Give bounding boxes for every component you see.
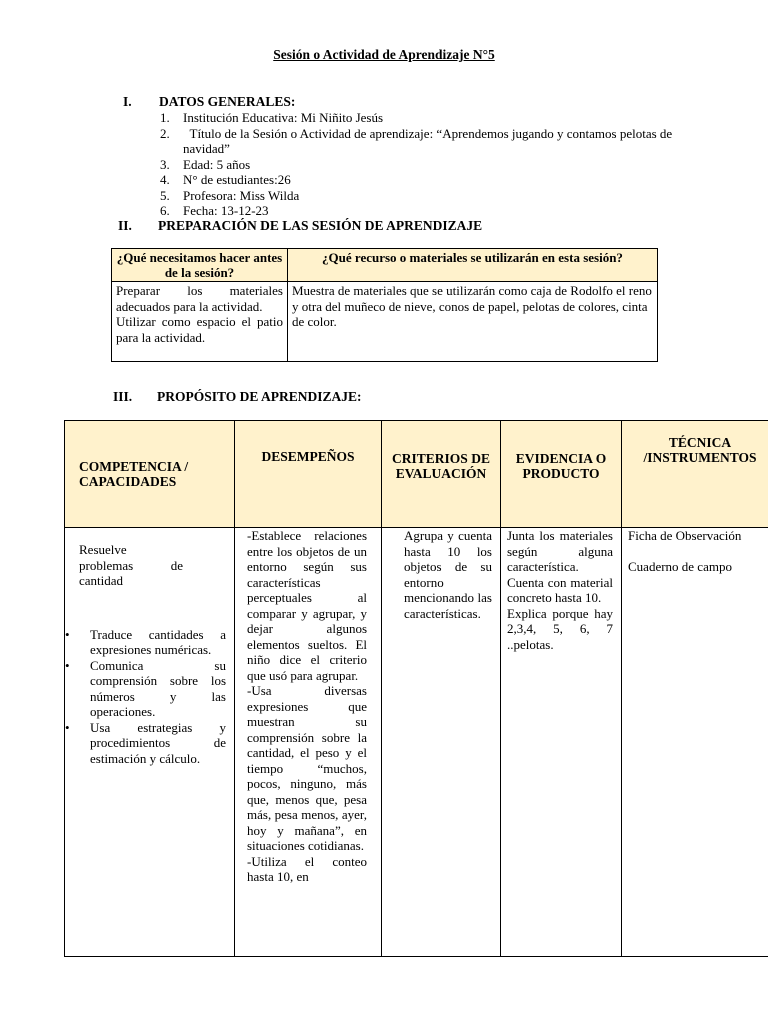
- cell-paragraph: Preparar los materiales adecuados para la actividad.: [116, 283, 283, 314]
- list-item: Edad: 5 años: [183, 156, 251, 172]
- table-header: CRITERIOS DE EVALUACIÓN: [382, 421, 501, 528]
- section-heading: DATOS GENERALES:: [159, 94, 296, 109]
- tecnica-item: Cuaderno de campo: [628, 558, 732, 574]
- desempeno-item: -Utiliza el conteo hasta 10, en: [247, 853, 367, 884]
- table-header: EVIDENCIA O PRODUCTO: [501, 421, 622, 528]
- table-header: TÉCNICA /INSTRUMENTOS: [622, 421, 768, 528]
- evidencia-item: Cuenta con material concreto hasta 10.: [507, 574, 613, 605]
- table-cell-evidencia: [501, 528, 622, 957]
- criterios-text: Agrupa y cuenta hasta 10 los objetos de su entorno mencionando las características.: [404, 528, 492, 621]
- section-heading: PREPARACIÓN DE LAS SESIÓN DE APRENDIZAJE: [158, 218, 483, 233]
- section-numeral: I.: [123, 94, 132, 109]
- table-header: ¿Qué necesitamos hacer antes de la sesión?: [112, 249, 288, 282]
- table-cell-tecnicas: [622, 528, 768, 957]
- section-heading: PROPÓSITO DE APRENDIZAJE:: [157, 389, 362, 404]
- evidencia-item: Explica porque hay 2,3,4, 5, 6, 7 ..pelotas.: [507, 605, 613, 652]
- desempeno-item: -Establece relaciones entre los objetos de un entorno según sus características perceptuales al comparar y agrupar, y dejar algunos elementos sueltos. El niño dice el criterio que usó para agrupar.: [247, 528, 367, 683]
- list-item: Título de la Sesión o Actividad de aprendizaje: “Aprendemos jugando y contamos pelotas de navidad”: [183, 125, 676, 156]
- document-title: Sesión o Actividad de Aprendizaje N°5: [273, 47, 495, 62]
- list-item: Fecha: 13-12-23: [183, 203, 269, 218]
- list-item: Institución Educativa: Mi Niñito Jesús: [183, 110, 384, 125]
- section-numeral: II.: [118, 218, 132, 233]
- list-item: N° de estudiantes:26: [183, 172, 291, 187]
- table-header: COMPETENCIA / CAPACIDADES: [65, 421, 235, 528]
- competencia-text: Resuelve problemas de cantidad: [79, 542, 183, 588]
- section-proposito: [113, 389, 362, 405]
- table-cell-criterios: [382, 528, 501, 957]
- list-item: • Usa estrategias y procedimientos de estimación y cálculo.: [65, 720, 226, 767]
- preparacion-table: [111, 248, 658, 362]
- list-item: Profesora: Miss Wilda: [183, 187, 300, 203]
- evidencia-item: Junta los materiales según alguna característica.: [507, 528, 613, 574]
- list-item: • Traduce cantidades a expresiones numéricas.: [65, 627, 226, 658]
- capacidades-list: [65, 627, 234, 767]
- datos-generales-list: [160, 110, 683, 219]
- section-datos-generales: [123, 94, 295, 110]
- cell-paragraph: Utilizar como espacio el patio para la actividad.: [116, 314, 283, 345]
- proposito-table: [64, 420, 768, 957]
- list-item: • Comunica su comprensión sobre los números y las operaciones.: [65, 658, 226, 720]
- table-cell-competencia: [65, 528, 235, 957]
- table-header: DESEMPEÑOS: [235, 421, 382, 528]
- section-numeral: III.: [113, 389, 133, 404]
- tecnica-item: Ficha de Observación: [628, 528, 742, 543]
- table-cell-desempenos: [235, 528, 382, 957]
- desempeno-item: -Usa diversas expresiones que muestran su comprensión sobre la cantidad, el peso y el tiempo “muchos, pocos, ninguno, más que, menos que, pesa más, pesa menos, ayer, hoy y mañana”, en situaciones cotidianas.: [247, 683, 367, 853]
- table-header: ¿Qué recurso o materiales se utilizarán en esta sesión?: [288, 249, 658, 282]
- table-cell: Muestra de materiales que se utilizarán como caja de Rodolfo el reno y otra del muñeco de nieve, conos de papel, pelotas de colores, cinta de color.: [288, 282, 658, 362]
- section-preparacion: [118, 218, 482, 234]
- table-cell: [112, 282, 288, 362]
